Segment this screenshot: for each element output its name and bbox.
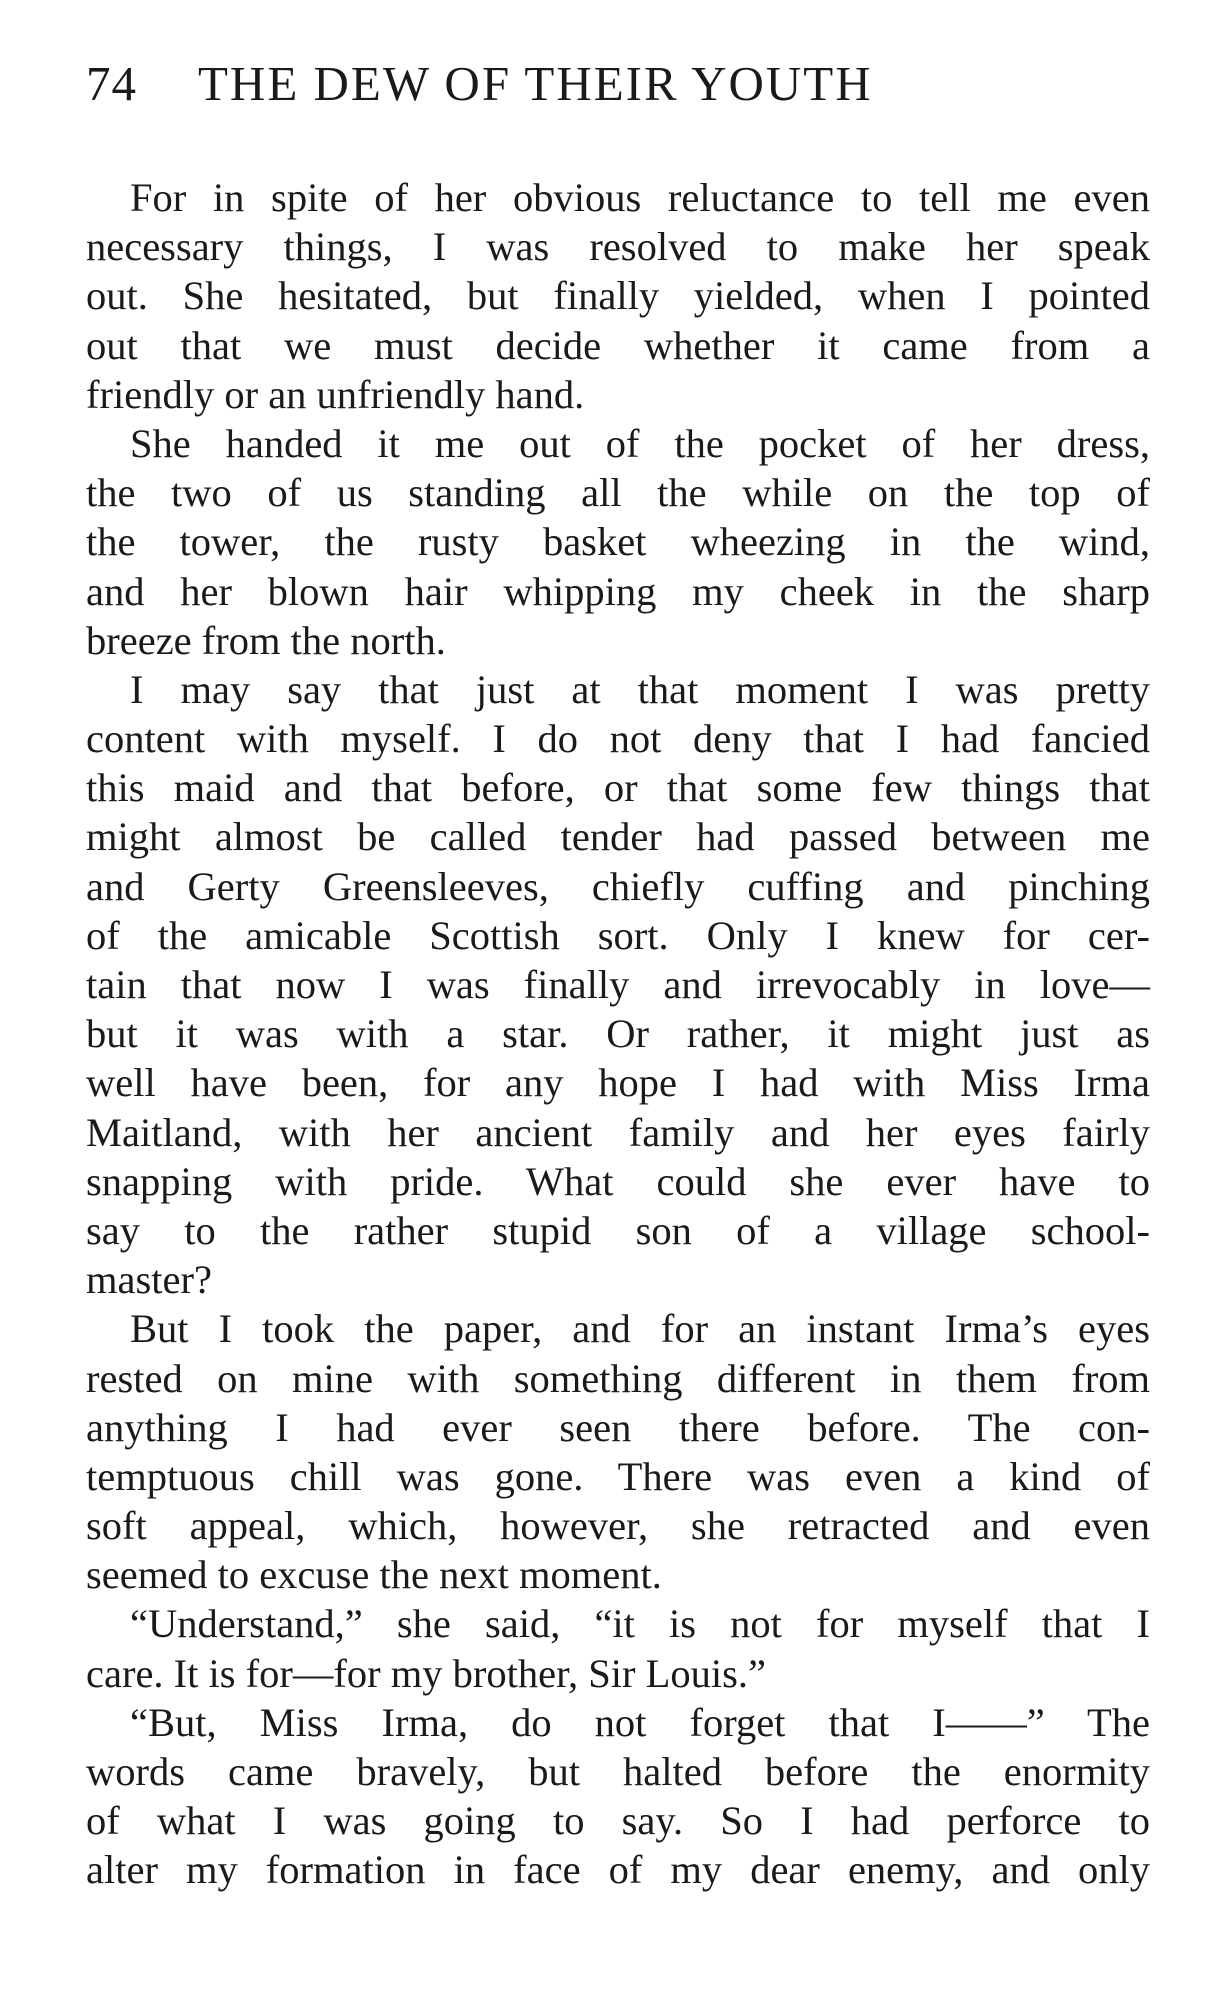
text-line: master? bbox=[86, 1257, 212, 1303]
text-line: the tower, the rusty basket wheezing in the wind, bbox=[86, 519, 1150, 565]
text-line: rested on mine with something different in them from bbox=[86, 1355, 1150, 1401]
text-line: alter my formation in face of my dear enemy, and only bbox=[86, 1847, 1150, 1893]
running-head bbox=[86, 55, 1150, 125]
body-text bbox=[86, 173, 1150, 1895]
text-line: necessary things, I was resolved to make her speak bbox=[86, 224, 1150, 270]
text-line: temptuous chill was gone. There was even a kind of bbox=[86, 1453, 1150, 1499]
text-line: breeze from the north. bbox=[86, 617, 446, 663]
text-line: care. It is for—for my brother, Sir Louis.” bbox=[86, 1650, 766, 1696]
text-line: might almost be called tender had passed between me bbox=[86, 814, 1150, 860]
text-line: snapping with pride. What could she ever have to bbox=[86, 1158, 1150, 1204]
text-line: tain that now I was finally and irrevocably in love— bbox=[86, 962, 1150, 1007]
text-line: friendly or an unfriendly hand. bbox=[86, 371, 585, 417]
text-line: this maid and that before, or that some few things that bbox=[86, 765, 1150, 811]
text-line: of what I was going to say. So I had perforce to bbox=[86, 1798, 1150, 1844]
text-line: content with myself. I do not deny that I had fancied bbox=[86, 716, 1150, 762]
text-line: say to the rather stupid son of a village school- bbox=[86, 1207, 1150, 1253]
text-line: of the amicable Scottish sort. Only I knew for cer- bbox=[86, 912, 1150, 958]
text-line: well have been, for any hope I had with Miss Irma bbox=[86, 1060, 1150, 1106]
text-line: and her blown hair whipping my cheek in the sharp bbox=[86, 568, 1150, 614]
text-line: soft appeal, which, however, she retracted and even bbox=[86, 1503, 1150, 1549]
running-title: THE DEW OF THEIR YOUTH bbox=[198, 56, 873, 111]
page-number: 74 bbox=[86, 56, 137, 111]
text-line: Maitland, with her ancient family and her eyes fairly bbox=[86, 1109, 1150, 1155]
text-line: I may say that just at that moment I was pretty bbox=[130, 666, 1150, 712]
text-line: and Gerty Greensleeves, chiefly cuffing and pinching bbox=[86, 863, 1150, 909]
text-line: For in spite of her obvious reluctance to tell me even bbox=[130, 175, 1150, 220]
text-line: but it was with a star. Or rather, it might just as bbox=[86, 1011, 1150, 1057]
text-line: seemed to excuse the next moment. bbox=[86, 1552, 662, 1598]
text-line: “Understand,” she said, “it is not for myself that I bbox=[130, 1601, 1150, 1647]
text-line: She handed it me out of the pocket of her dress, bbox=[130, 420, 1150, 466]
text-line: “But, Miss Irma, do not forget that I——” The bbox=[130, 1699, 1150, 1745]
text-line: the two of us standing all the while on the top of bbox=[86, 470, 1150, 516]
text-line: anything I had ever seen there before. The con- bbox=[86, 1404, 1150, 1450]
text-line: out. She hesitated, but finally yielded, when I pointed bbox=[86, 273, 1150, 319]
text-line: out that we must decide whether it came from a bbox=[86, 322, 1150, 368]
text-line: But I took the paper, and for an instant Irma’s eyes bbox=[130, 1306, 1150, 1352]
text-line: words came bravely, but halted before the enormity bbox=[86, 1749, 1150, 1794]
book-page bbox=[86, 55, 1150, 1895]
